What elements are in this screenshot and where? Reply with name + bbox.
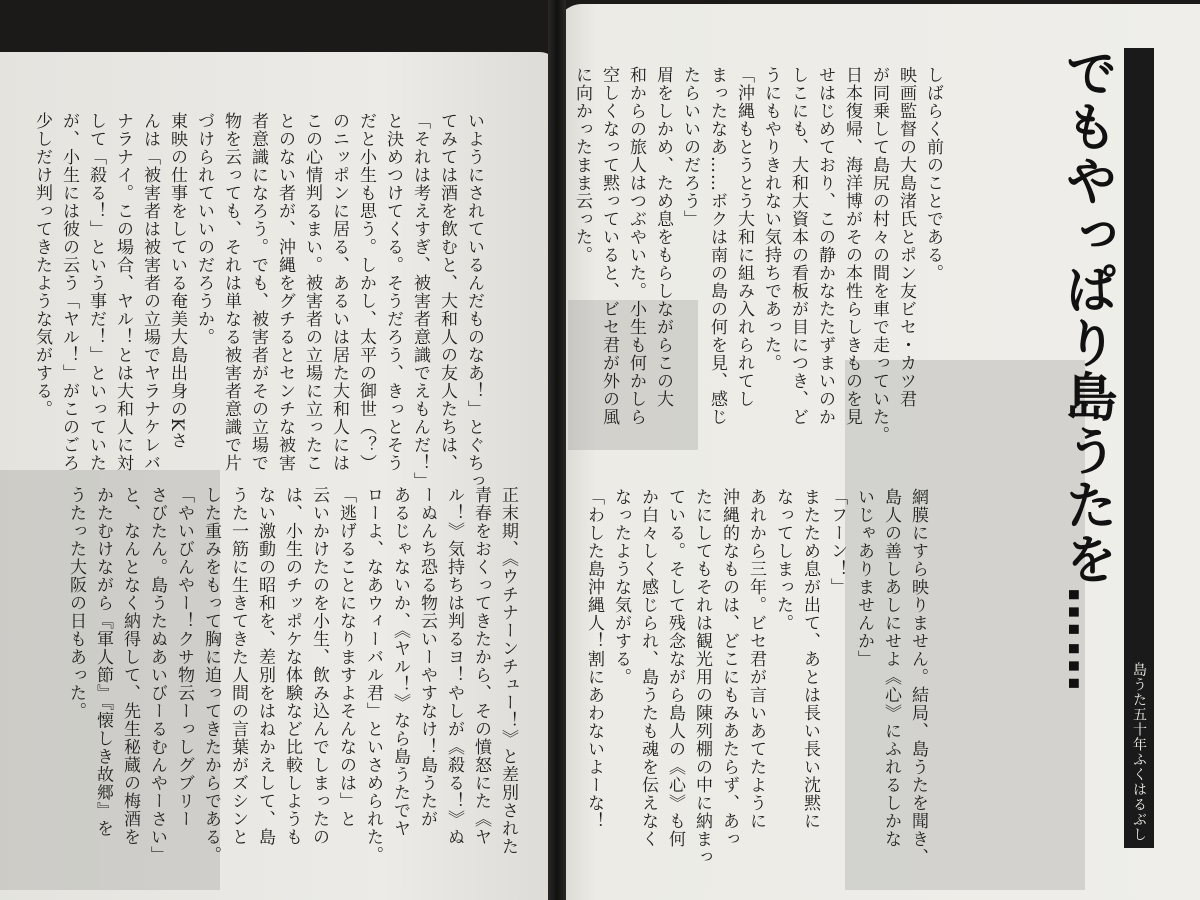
text-line: たにしてもそれは観光用の陳列棚の中に納まっ: [692, 488, 712, 866]
running-head: [1124, 48, 1154, 848]
text-line: まったなあ……ボクは南の島の何を見、感じ: [707, 66, 727, 426]
left-top-text-block: [28, 112, 487, 490]
text-line: 「フーン！」: [827, 488, 847, 596]
text-line: しばらく前のことである。: [923, 66, 943, 282]
text-line: が、小生には彼の云う「ヤル！」がこのごろ: [59, 112, 79, 472]
right-bottom-text-block: [580, 488, 931, 893]
text-line: 物を云っても、それは単なる被害者意識で片: [221, 112, 241, 472]
text-line: 「それは考えすぎ、被害者意識でえもんだ！」: [410, 112, 430, 490]
text-line: いじゃありませんか」: [854, 488, 874, 668]
text-line: に向かったまま云った。: [572, 66, 592, 264]
text-line: せはじめており、この静かなたたずまいのか: [815, 66, 835, 426]
text-line: ーぬんち恐る物云いーやすなけ！島うたが: [417, 486, 437, 828]
text-line: ている。そして残念ながら島人の《心》も何: [665, 488, 685, 848]
text-line: か白々しく感じられ、島うたも魂を伝えなく: [638, 488, 658, 848]
text-line: 網膜にすら映りません。結局、島うたを聞き、: [908, 488, 928, 866]
text-line: あるじゃないか、《ヤル！》なら島うたでヤ: [390, 486, 410, 838]
text-line: した重みをもって胸に迫ってきたからである。: [201, 486, 221, 864]
text-line: 云いかけたのを小生、飲み込んでしまったの: [309, 486, 329, 846]
text-line: うたった大阪の日もあった。: [66, 486, 86, 720]
text-line: かたむけながら『軍人節』『懐しき故郷』を: [93, 486, 113, 838]
text-line: 「逃げることになりますよそんなのは」と: [336, 486, 356, 828]
text-line: んは「被害者は被害者の立場でヤラナケレバ: [140, 112, 160, 472]
text-line: あれから三年。ビセ君が言いあてたように: [746, 488, 766, 830]
text-line: てみては酒を飲むと、大和人の友人たちは、: [437, 112, 457, 472]
text-line: なってしまった。: [773, 488, 793, 632]
text-line: 「沖縄もとうとう大和に組み入れられてし: [734, 66, 754, 408]
text-line: ない激動の昭和を、差別をはねかえして、島: [255, 486, 275, 846]
text-line: またため息が出て、あとは長い長い沈黙に: [800, 488, 820, 830]
text-line: と決めつけてくる。そうだろう、きっとそう: [383, 112, 403, 472]
text-line: 日本復帰、海洋博がその本性らしきものを見: [842, 66, 862, 426]
text-line: 正末期、《ウチナーンチュー！》と差別された: [498, 486, 518, 856]
text-line: たらいいのだろう」: [680, 66, 700, 228]
text-line: なったような気がする。: [611, 488, 631, 686]
text-line: ナラナイ。この場合、ヤル！とは大和人に対: [113, 112, 133, 472]
headline: でもやっぱり島うたを……: [1056, 46, 1116, 694]
text-line: しこにも、大和大資本の看板が目につき、ど: [788, 66, 808, 426]
text-line: と、なんとなく納得して、先生秘蔵の梅酒を: [120, 486, 140, 846]
text-line: うにもやりきれない気持ちであった。: [761, 66, 781, 372]
text-line: ル！》気持ちは判るヨ！やしが《殺る！》ぬ: [444, 486, 464, 846]
text-line: 者意識になろう。でも、被害者がその立場で: [248, 112, 268, 472]
text-line: だと小生も思う。しかし、太平の御世（？）: [356, 112, 376, 472]
text-line: は、小生のチッポケな体験など比較しようも: [282, 486, 302, 846]
text-line: 島人の善しあしにせよ《心》にふれるしかな: [881, 488, 901, 848]
left-bottom-text-block: [62, 486, 521, 891]
text-line: 空しくなって黙っていると、ビセ君が外の風: [599, 66, 619, 426]
right-top-text-block: [568, 66, 946, 476]
book-gutter: [548, 0, 566, 900]
text-line: 「わした島沖縄人！割にあわないよーな！: [584, 488, 604, 830]
text-line: のニッポンに居る、あるいは居た大和人には: [329, 112, 349, 472]
text-line: うた一筋に生きてきた人間の言葉がズシンと: [228, 486, 248, 846]
text-line: とのない者が、沖縄をグチるとセンチな被害: [275, 112, 295, 472]
text-line: して「殺る！」という事だ！」といっていた: [86, 112, 106, 472]
text-line: 青春をおくってきたから、その憤怒にた《ヤ: [471, 486, 491, 846]
text-line: 「やいびんやー！クサ物云ーっしグブリー: [174, 486, 194, 828]
text-line: 和からの旅人はつぶやいた。小生も何かしら: [626, 66, 646, 426]
text-line: 眉をしかめ、ため息をもらしながらこの大: [653, 66, 673, 408]
text-line: 沖縄的なものは、どこにもみあたらず、あっ: [719, 488, 739, 848]
text-line: 映画監督の大島渚氏とポン友ビセ・カツ君: [896, 66, 916, 408]
text-line: いようにされているんだものなあ！」とぐちっ: [464, 112, 484, 490]
text-line: が同乗して島尻の村々の間を車で走っていた。: [869, 66, 889, 444]
text-line: 東映の仕事をしている奄美大島出身のKさ: [167, 112, 187, 450]
running-head-text: 島うた五十年ふくはるぶし: [1131, 662, 1147, 842]
text-line: づけられていいのだろうか。: [194, 112, 214, 346]
text-line: この心情判るまい。被害者の立場に立ったこ: [302, 112, 322, 472]
text-line: さびたん。島うたぬあいびーるむんやーさい」: [147, 486, 167, 864]
text-line: 少しだけ判ってきたような気がする。: [32, 112, 52, 418]
text-line: ローよ、なあウィーバル君」といさめられた。: [363, 486, 383, 864]
